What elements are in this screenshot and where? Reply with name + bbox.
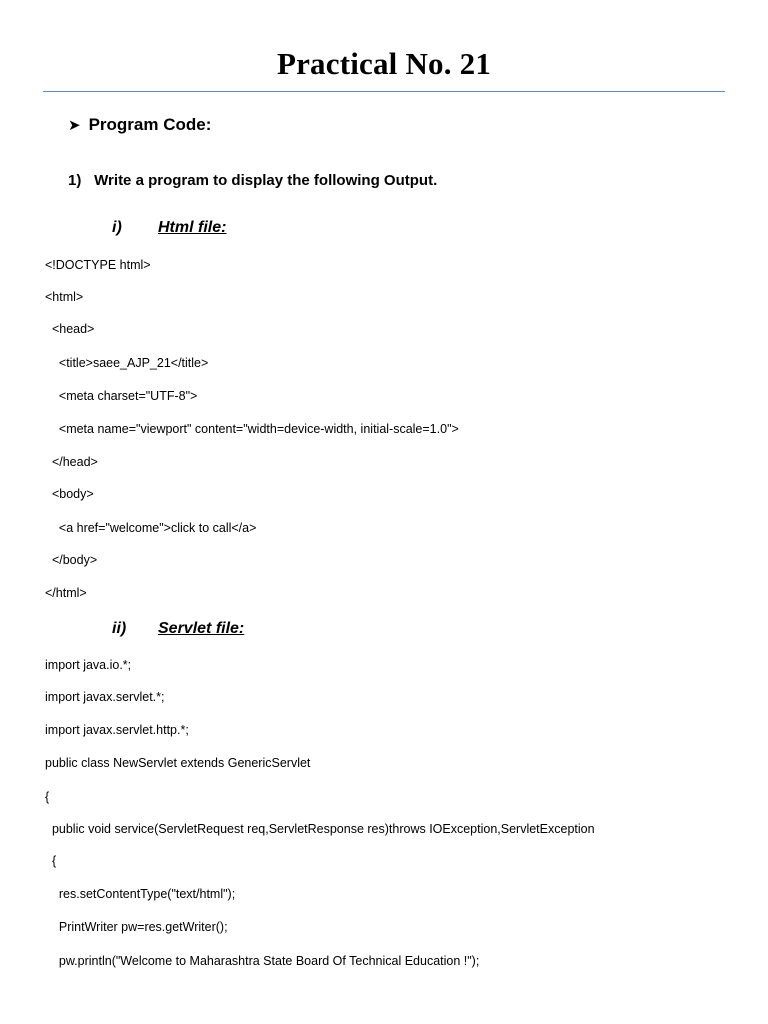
html-file-heading bbox=[112, 219, 226, 237]
code-line: import java.io.*; bbox=[45, 658, 132, 672]
code-line: <body> bbox=[45, 487, 94, 501]
title-divider bbox=[43, 91, 725, 92]
arrow-bullet-icon: ➤ bbox=[68, 117, 81, 134]
page-title: Practical No. 21 bbox=[276, 46, 492, 81]
program-code-heading bbox=[68, 115, 211, 135]
code-line: <html> bbox=[45, 290, 84, 304]
code-line: <head> bbox=[45, 322, 95, 336]
code-line: <!DOCTYPE html> bbox=[45, 258, 151, 272]
program-code-label: Program Code: bbox=[88, 115, 212, 134]
html-file-numeral: i) bbox=[112, 219, 122, 236]
code-line: public void service(ServletRequest req,ServletResponse res)throws IOException,ServletException bbox=[45, 822, 595, 836]
code-line: pw.println("Welcome to Maharashtra State Board Of Technical Education !"); bbox=[45, 954, 480, 968]
question-number: 1) bbox=[68, 172, 82, 189]
code-line: <a href="welcome">click to call</a> bbox=[45, 521, 257, 535]
code-line: PrintWriter pw=res.getWriter(); bbox=[45, 920, 228, 934]
code-line: { bbox=[45, 790, 50, 804]
servlet-file-heading bbox=[112, 620, 244, 638]
code-line: import javax.servlet.http.*; bbox=[45, 723, 189, 737]
code-line: public class NewServlet extends GenericServlet bbox=[45, 756, 311, 770]
servlet-file-label: Servlet file: bbox=[158, 620, 245, 637]
question-text: Write a program to display the following Output. bbox=[94, 172, 438, 189]
code-line: <title>saee_AJP_21</title> bbox=[45, 356, 209, 370]
code-line: res.setContentType("text/html"); bbox=[45, 887, 236, 901]
code-line: <meta charset="UTF-8"> bbox=[45, 389, 198, 403]
code-line: { bbox=[45, 854, 57, 868]
question-heading bbox=[68, 172, 437, 189]
code-line: </head> bbox=[45, 455, 98, 469]
code-line: </html> bbox=[45, 586, 87, 600]
code-line: import javax.servlet.*; bbox=[45, 690, 165, 704]
code-line: <meta name="viewport" content="width=device-width, initial-scale=1.0"> bbox=[45, 422, 459, 436]
code-line: </body> bbox=[45, 553, 98, 567]
servlet-file-numeral: ii) bbox=[112, 620, 127, 637]
html-file-label: Html file: bbox=[158, 219, 227, 236]
